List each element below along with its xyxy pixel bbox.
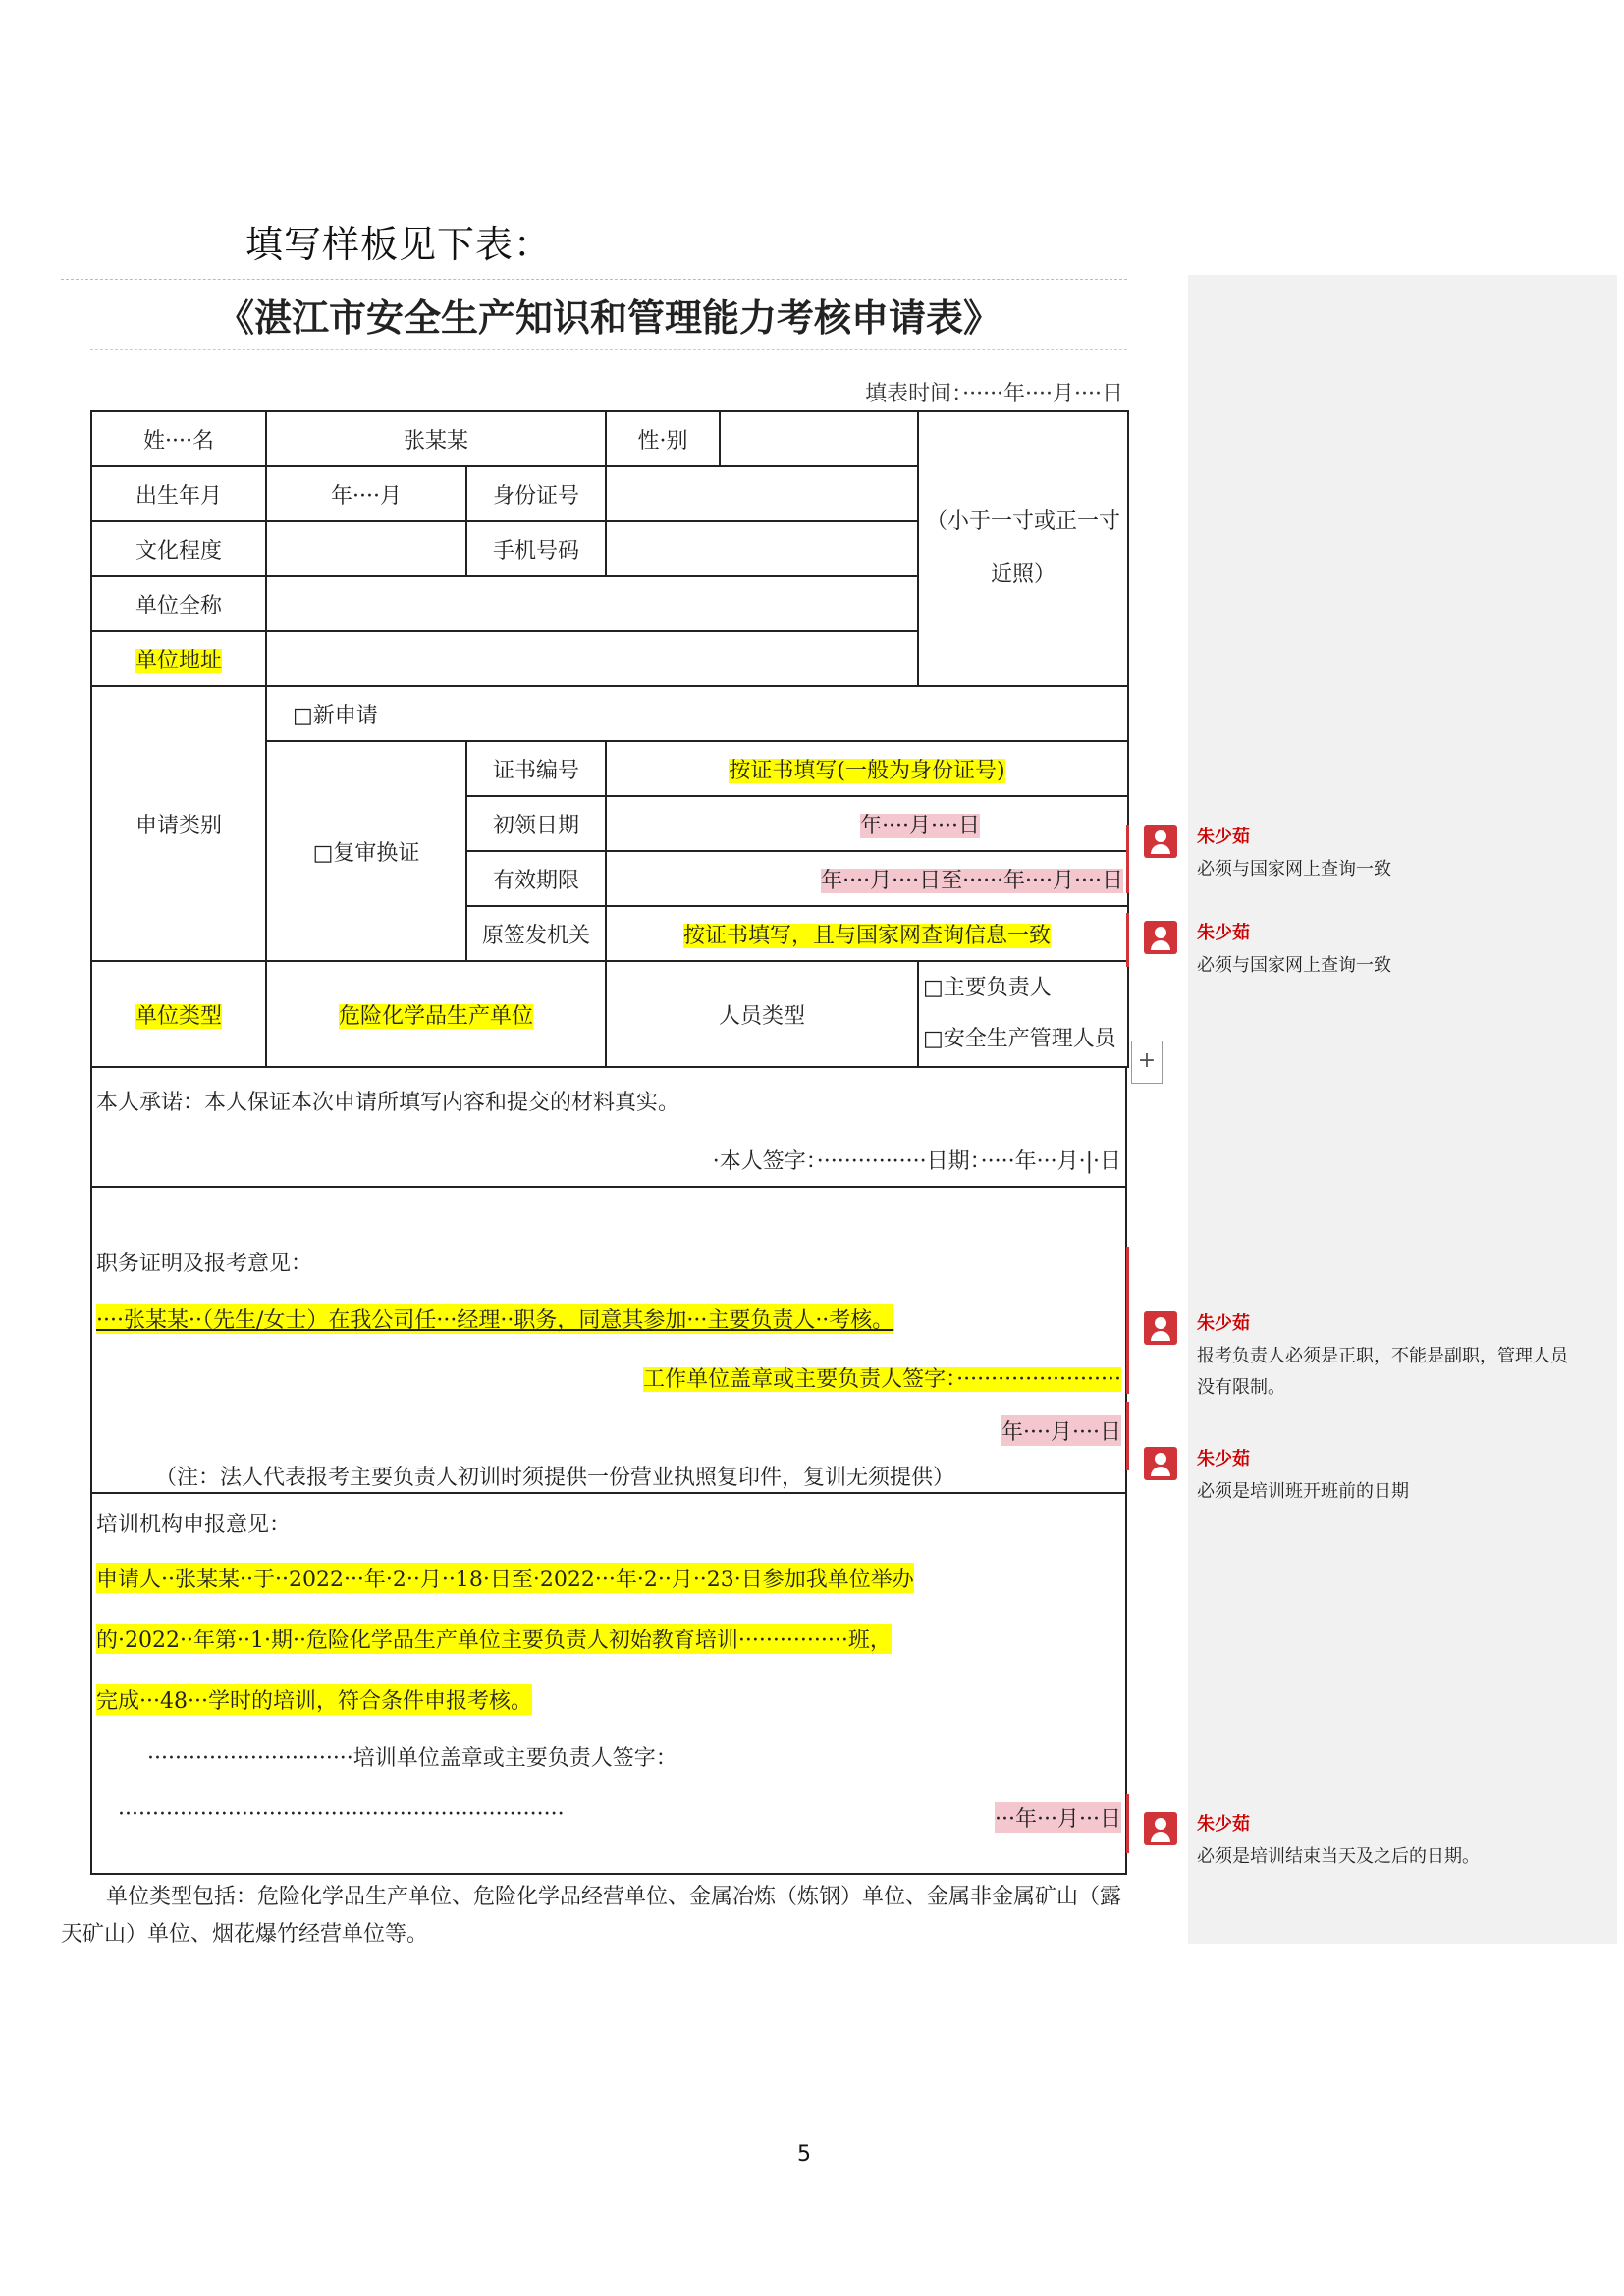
train-line-2[interactable]: 的·2022··年第··1·期··危险化学品生产单位主要负责人初始教育培训················班， bbox=[96, 1624, 892, 1654]
form-title: 《湛江市安全生产知识和管理能力考核申请表》 bbox=[90, 287, 1127, 350]
renew-checkbox[interactable]: □复审换证 bbox=[266, 741, 466, 961]
gender-label: 性·别 bbox=[606, 411, 720, 466]
unit-addr-label-text: 单位地址 bbox=[135, 648, 222, 673]
self-sign-line[interactable]: ·本人签字：················日期：·····年···月·|·日 bbox=[712, 1149, 1121, 1174]
person-opt-safety[interactable]: □安全生产管理人员 bbox=[923, 1027, 1116, 1051]
issuer-label: 原签发机关 bbox=[466, 906, 606, 961]
name-value[interactable]: 张某某 bbox=[266, 411, 606, 466]
form-document bbox=[61, 275, 1127, 1947]
train-date-dots: ································································· bbox=[118, 1802, 565, 1827]
comment-author: 朱少茹 bbox=[1197, 1449, 1250, 1469]
train-line-3[interactable]: 完成···48···学时的培训，符合条件申报考核。 bbox=[96, 1684, 532, 1715]
comment-text: 必须与国家网上查询一致 bbox=[1197, 955, 1391, 976]
comment-text: 必须与国家网上查询一致 bbox=[1197, 859, 1391, 880]
page-number: 5 bbox=[797, 2142, 811, 2166]
cert-no-cell[interactable] bbox=[606, 741, 1128, 796]
person-opt-main[interactable]: □主要负责人 bbox=[923, 976, 1052, 1000]
avatar bbox=[1144, 825, 1177, 858]
unit-type-label-text: 单位类型 bbox=[135, 1003, 222, 1029]
comment-marker-4 bbox=[1126, 1402, 1129, 1470]
comment-marker-3 bbox=[1126, 1247, 1129, 1394]
duty-note: （注：法人代表报考主要负责人初训时须提供一份营业执照复印件，复训无须提供） bbox=[155, 1466, 955, 1490]
edu-value[interactable] bbox=[266, 521, 466, 576]
comment-pane bbox=[1188, 275, 1617, 1944]
comment-text: 必须是培训班开班前的日期 bbox=[1197, 1481, 1409, 1502]
comment-marker-5 bbox=[1126, 1794, 1129, 1853]
avatar bbox=[1144, 1812, 1177, 1845]
comment-text: 必须是培训结束当天及之后的日期。 bbox=[1197, 1846, 1480, 1867]
comment-marker-2 bbox=[1126, 913, 1129, 967]
valid-label: 有效期限 bbox=[466, 851, 606, 906]
avatar bbox=[1144, 1311, 1177, 1345]
id-value[interactable] bbox=[606, 466, 918, 521]
comment-author: 朱少茹 bbox=[1197, 827, 1250, 847]
application-table bbox=[90, 410, 1129, 1068]
training-block bbox=[90, 1492, 1127, 1875]
photo-box: （小于一寸或正一寸近照） bbox=[918, 411, 1128, 686]
name-label: 姓····名 bbox=[91, 411, 266, 466]
unit-type-label bbox=[91, 961, 266, 1067]
new-apply-checkbox[interactable]: □新申请 bbox=[266, 686, 1128, 741]
fill-date: 填表时间：······年····月····日 bbox=[865, 382, 1123, 406]
comment-author: 朱少茹 bbox=[1197, 1313, 1250, 1334]
duty-title: 职务证明及报考意见： bbox=[96, 1252, 313, 1276]
gender-value[interactable] bbox=[720, 411, 918, 466]
footnote: 单位类型包括：危险化学品生产单位、危险化学品经营单位、金属冶炼（炼钢）单位、金属非金属矿山（露天矿山）单位、烟花爆竹经营单位等。 bbox=[61, 1885, 1122, 1947]
birth-label: 出生年月 bbox=[91, 466, 266, 521]
unit-type-cell[interactable] bbox=[266, 961, 606, 1067]
document-screenshot bbox=[61, 275, 1617, 1947]
birth-value[interactable]: 年····月 bbox=[266, 466, 466, 521]
duty-date[interactable]: 年····月····日 bbox=[1001, 1415, 1121, 1446]
duty-sign-text: 工作单位盖章或主要负责人签字：························ bbox=[643, 1367, 1121, 1392]
comment-author: 朱少茹 bbox=[1197, 923, 1250, 943]
unit-name-value[interactable] bbox=[266, 576, 918, 631]
unit-type-value: 危险化学品生产单位 bbox=[339, 1003, 534, 1029]
duty-line[interactable]: ····张某某··（先生/女士）在我公司任···经理··职务，同意其参加···主要负责人··考核。 bbox=[96, 1304, 893, 1334]
valid-cell[interactable] bbox=[606, 851, 1128, 906]
duty-sign[interactable] bbox=[643, 1362, 1121, 1393]
train-title: 培训机构申报意见： bbox=[96, 1513, 292, 1537]
issuer-cell[interactable] bbox=[606, 906, 1128, 961]
comment-author: 朱少茹 bbox=[1197, 1814, 1250, 1835]
person-type-label: 人员类型 bbox=[606, 961, 918, 1067]
add-comment-button[interactable]: + bbox=[1131, 1041, 1163, 1084]
train-line-1[interactable]: 申请人··张某某··于··2022···年·2··月··18·日至·2022···年·2··月··23·日参加我单位举办 bbox=[96, 1563, 914, 1593]
first-date-cell[interactable] bbox=[606, 796, 1128, 851]
ruler-line bbox=[61, 279, 1127, 282]
avatar bbox=[1144, 1447, 1177, 1480]
unit-addr-value[interactable] bbox=[266, 631, 918, 686]
apply-type-label: 申请类别 bbox=[91, 686, 266, 961]
phone-value[interactable] bbox=[606, 521, 918, 576]
train-sign[interactable]: ······························培训单位盖章或主要负责人签字： bbox=[147, 1746, 677, 1771]
unit-name-label: 单位全称 bbox=[91, 576, 266, 631]
phone-label: 手机号码 bbox=[466, 521, 606, 576]
cert-no-value: 按证书填写(一般为身份证号) bbox=[729, 758, 1005, 783]
issuer-value: 按证书填写，且与国家网查询信息一致 bbox=[683, 923, 1052, 948]
cert-no-label: 证书编号 bbox=[466, 741, 606, 796]
comment-text: 报考负责人必须是正职，不能是副职，管理人员没有限制。 bbox=[1197, 1346, 1568, 1398]
valid-value: 年····月····日至······年····月····日 bbox=[821, 868, 1124, 893]
comment-marker-1 bbox=[1126, 825, 1129, 893]
train-date[interactable]: ···年···月···日 bbox=[995, 1802, 1121, 1833]
id-label: 身份证号 bbox=[466, 466, 606, 521]
edu-label: 文化程度 bbox=[91, 521, 266, 576]
unit-addr-label bbox=[91, 631, 266, 686]
first-date-value: 年····月····日 bbox=[860, 813, 981, 838]
avatar bbox=[1144, 921, 1177, 954]
person-type-options[interactable] bbox=[918, 961, 1128, 1067]
first-date-label: 初领日期 bbox=[466, 796, 606, 851]
promise-text: 本人承诺：本人保证本次申请所填写内容和提交的材料真实。 bbox=[96, 1091, 680, 1115]
promise-block bbox=[90, 1068, 1127, 1188]
intro-text: 填写样板见下表： bbox=[245, 223, 553, 266]
duty-block bbox=[90, 1188, 1127, 1494]
